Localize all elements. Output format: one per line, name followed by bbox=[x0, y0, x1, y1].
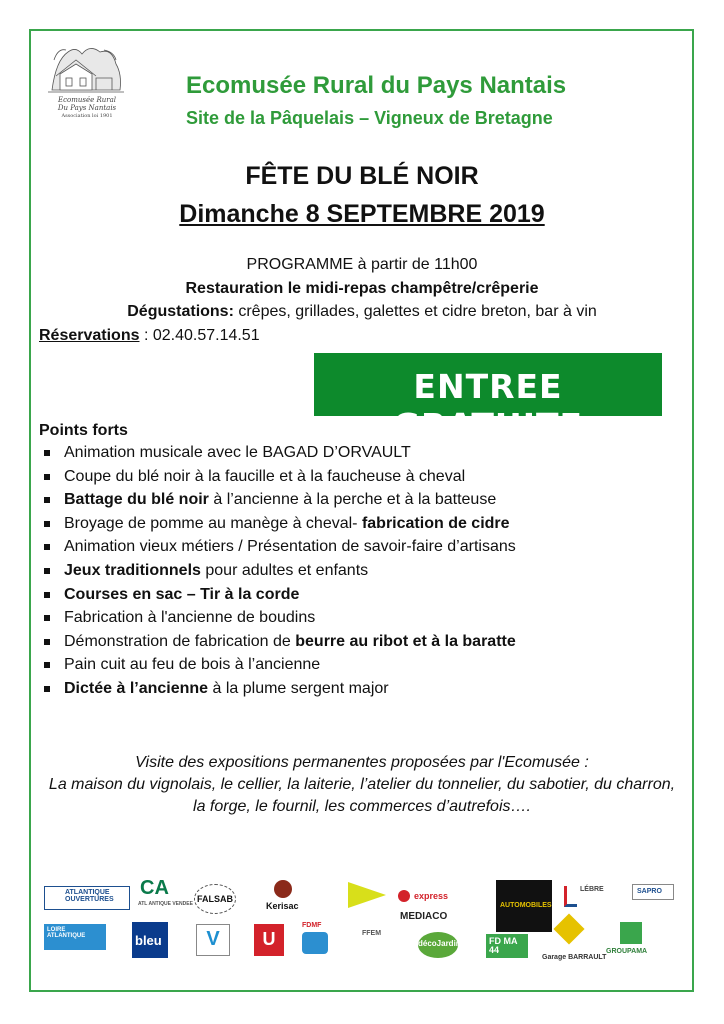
kerisac-emblem-icon bbox=[274, 880, 292, 898]
event-title: FÊTE DU BLÉ NOIR bbox=[245, 162, 479, 190]
sponsor-vignoble-logo: V bbox=[196, 924, 230, 956]
item-bold-text-end: beurre au ribot et à la baratte bbox=[295, 632, 516, 650]
points-forts-item bbox=[42, 444, 516, 468]
item-bold-text: Dictée à l’ancienne bbox=[64, 679, 209, 697]
item-text: Animation musicale avec le BAGAD D’ORVAULT bbox=[64, 444, 411, 461]
renault-emblem-icon bbox=[553, 913, 584, 944]
reservations-line bbox=[39, 327, 260, 345]
points-forts-item bbox=[42, 609, 516, 633]
points-forts-item bbox=[42, 586, 516, 610]
programme-line: PROGRAMME à partir de 11h00 bbox=[246, 256, 478, 273]
sponsor-loire-atlantique-logo: LOIRE ATLANTIQUE bbox=[44, 924, 106, 950]
bullet-square-icon bbox=[44, 662, 50, 668]
item-text: pour adultes et enfants bbox=[200, 561, 369, 579]
sponsor-atlantique-ouvertures-logo: ATLANTIQUE OUVERTURES bbox=[44, 886, 130, 910]
sponsor-groupama-logo: GROUPAMA bbox=[606, 948, 648, 955]
footer-line2: La maison du vignolais, le cellier, la laiterie, l’atelier du tonnelier, du sabotier, du charron, bbox=[48, 776, 676, 793]
item-bold-text: Battage du blé noir bbox=[64, 491, 209, 509]
yellow-arrow-logo-icon bbox=[348, 882, 386, 908]
logo-caption-line1: Ecomusée Rural bbox=[57, 96, 117, 104]
item-text: Broyage de pomme au manège à cheval- bbox=[64, 514, 362, 532]
groupama-emblem-icon bbox=[620, 922, 642, 944]
points-forts-item bbox=[42, 491, 516, 515]
sponsor-credit-agricole-subtitle: ATL ANTIQUE VENDEE bbox=[138, 901, 193, 907]
org-site: Site de la Pâquelais – Vigneux de Bretagne bbox=[186, 108, 553, 128]
sponsor-kerisac-logo: Kerisac bbox=[266, 901, 299, 911]
lebre-emblem-icon bbox=[564, 886, 577, 907]
points-forts-item bbox=[42, 515, 516, 539]
sponsor-decojardin-logo: décoJardin bbox=[418, 932, 458, 958]
event-date: Dimanche 8 SEPTEMBRE 2019 bbox=[179, 200, 545, 228]
points-forts-title: Points forts bbox=[39, 422, 128, 439]
reservations-phone: : 02.40.57.14.51 bbox=[139, 327, 260, 344]
item-bold-text: Courses en sac – Tir à la corde bbox=[64, 585, 300, 603]
sponsor-mediaco-logo: MEDIACO bbox=[400, 911, 448, 922]
sponsor-u-express-logo: express bbox=[414, 891, 449, 901]
sponsor-france-bleu-logo: bleu bbox=[132, 922, 168, 958]
item-text: à la plume sergent major bbox=[208, 679, 389, 697]
item-text: Fabrication à l'ancienne de boudins bbox=[64, 609, 316, 627]
item-text: Démonstration de fabrication de bbox=[64, 632, 296, 650]
points-forts-item bbox=[42, 656, 516, 680]
bullet-square-icon bbox=[44, 521, 50, 527]
bullet-square-icon bbox=[44, 639, 50, 645]
restauration-line: Restauration le midi-repas champêtre/crêperie bbox=[185, 280, 539, 297]
footer-line3: la forge, le fournil, les commerces d’autrefois…. bbox=[193, 798, 531, 815]
item-bold-text-end: fabrication de cidre bbox=[361, 514, 510, 532]
free-entry-text: ENTREE GRATUITE bbox=[392, 367, 584, 445]
fdmf-emblem-icon bbox=[302, 932, 328, 954]
sponsor-ffem-logo: FFEM bbox=[362, 930, 382, 937]
points-forts-item bbox=[42, 633, 516, 657]
u-express-emblem-icon bbox=[398, 890, 410, 902]
sponsor-credit-agricole-logo: CA bbox=[140, 877, 169, 899]
reservations-label: Réservations bbox=[39, 327, 140, 344]
sponsors-strip bbox=[40, 872, 680, 970]
item-text: à l’ancienne à la perche et à la batteuse bbox=[208, 491, 497, 509]
sponsor-sapro-logo: SAPRO bbox=[632, 884, 674, 900]
bullet-square-icon bbox=[44, 544, 50, 550]
degustations-text: crêpes, grillades, galettes et cidre breton, bar à vin bbox=[233, 303, 597, 320]
item-bold-text: Jeux traditionnels bbox=[64, 561, 201, 579]
points-forts-item bbox=[42, 538, 516, 562]
footer-text bbox=[0, 752, 724, 818]
sponsor-fdmf-logo: FDMF bbox=[302, 922, 322, 929]
points-forts-item bbox=[42, 562, 516, 586]
bullet-square-icon bbox=[44, 497, 50, 503]
bullet-square-icon bbox=[44, 615, 50, 621]
points-forts-item bbox=[42, 468, 516, 492]
item-text: Pain cuit au feu de bois à l’ancienne bbox=[64, 656, 321, 674]
sponsor-falsab-logo: FALSAB bbox=[194, 884, 236, 914]
item-text: Animation vieux métiers / Présentation de savoir-faire d’artisans bbox=[64, 538, 516, 556]
free-entry-banner bbox=[314, 353, 662, 445]
org-title: Ecomusée Rural du Pays Nantais bbox=[186, 72, 567, 99]
degustations-label: Dégustations: bbox=[127, 303, 234, 320]
logo-caption-line3: Association loi 1901 bbox=[61, 113, 113, 119]
bullet-square-icon bbox=[44, 686, 50, 692]
bullet-square-icon bbox=[44, 568, 50, 574]
sponsor-automobiles-logo: AUTOMOBILES bbox=[496, 880, 552, 932]
bullet-square-icon bbox=[44, 592, 50, 598]
footer-line1: Visite des expositions permanentes proposées par l'Ecomusée : bbox=[135, 754, 589, 771]
points-forts-item bbox=[42, 680, 516, 704]
sponsor-fdma44-logo: FD MA 44 bbox=[486, 934, 528, 958]
item-text: Coupe du blé noir à la faucille et à la faucheuse à cheval bbox=[64, 467, 466, 485]
points-forts-list bbox=[42, 444, 516, 704]
sponsor-lebre-logo: LÉBRE bbox=[580, 886, 604, 893]
bullet-square-icon bbox=[44, 450, 50, 456]
bullet-square-icon bbox=[44, 474, 50, 480]
logo-caption bbox=[46, 96, 128, 120]
degustations-line bbox=[0, 303, 724, 321]
sponsor-super-u-logo: U bbox=[254, 924, 284, 956]
sponsor-garage-barrault-logo: Garage BARRAULT bbox=[542, 954, 607, 961]
logo-caption-line2: Du Pays Nantais bbox=[57, 104, 117, 112]
